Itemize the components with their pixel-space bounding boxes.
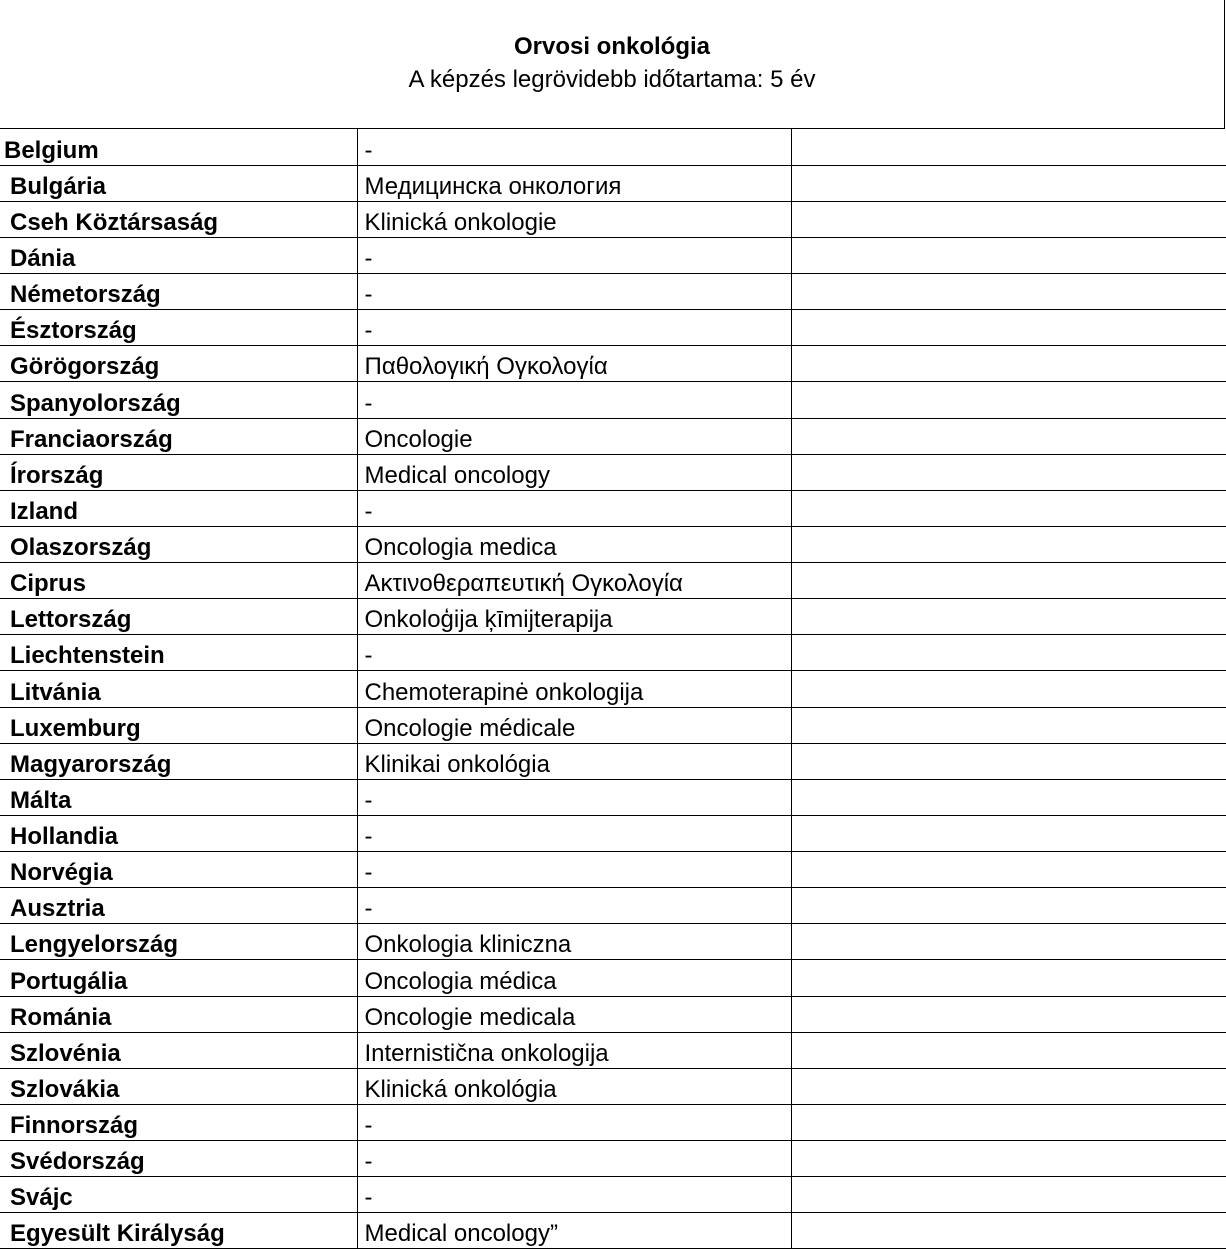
country-cell: Belgium [0,129,357,165]
table-row [0,165,1226,201]
country-cell: Hollandia [0,815,357,851]
table-row [0,779,1226,815]
specialty-name-cell: Medical oncology” [357,1213,791,1249]
table-row [0,743,1226,779]
empty-cell [791,996,1226,1032]
country-cell: Lettország [0,599,357,635]
empty-cell [791,382,1226,418]
country-cell: Szlovákia [0,1068,357,1104]
specialty-name-cell: - [357,815,791,851]
empty-cell [791,1177,1226,1213]
table-row [0,237,1226,273]
specialty-name-cell: - [357,310,791,346]
specialty-name-cell: Oncologia médica [357,960,791,996]
table-row [0,346,1226,382]
country-cell: Románia [0,996,357,1032]
specialty-name-cell: Παθολογική Ογκολογία [357,346,791,382]
empty-cell [791,779,1226,815]
country-cell: Spanyolország [0,382,357,418]
empty-cell [791,1068,1226,1104]
empty-cell [791,526,1226,562]
specialty-name-cell: Klinická onkológia [357,1068,791,1104]
country-cell: Cseh Köztársaság [0,201,357,237]
table-row [0,526,1226,562]
specialty-name-cell: - [357,1141,791,1177]
country-cell: Izland [0,490,357,526]
country-cell: Litvánia [0,671,357,707]
specialty-table [0,129,1226,1249]
country-cell: Norvégia [0,852,357,888]
empty-cell [791,924,1226,960]
empty-cell [791,490,1226,526]
specialty-name-cell: Internistična onkologija [357,1032,791,1068]
empty-cell [791,743,1226,779]
empty-cell [791,599,1226,635]
empty-cell [791,852,1226,888]
empty-cell [791,563,1226,599]
country-cell: Lengyelország [0,924,357,960]
specialty-name-cell: Медицинска онкология [357,165,791,201]
table-row [0,996,1226,1032]
table-row [0,1141,1226,1177]
specialty-name-cell: Oncologie médicale [357,707,791,743]
table-row [0,201,1226,237]
empty-cell [791,815,1226,851]
country-cell: Portugália [0,960,357,996]
page-subtitle: A képzés legrövidebb időtartama: 5 év [408,66,816,93]
table-row [0,490,1226,526]
table-row [0,563,1226,599]
empty-cell [791,237,1226,273]
country-cell: Írország [0,454,357,490]
specialty-name-cell: Ακτινοθεραπευτική Ογκολογία [357,563,791,599]
specialty-name-cell: - [357,1104,791,1140]
table-row [0,418,1226,454]
country-cell: Dánia [0,237,357,273]
specialty-name-cell: Oncologie [357,418,791,454]
table-row [0,1032,1226,1068]
empty-cell [791,1032,1226,1068]
empty-cell [791,671,1226,707]
country-cell: Olaszország [0,526,357,562]
country-cell: Luxemburg [0,707,357,743]
table-row [0,382,1226,418]
country-cell: Ausztria [0,888,357,924]
page-title: Orvosi onkológia [513,33,711,60]
country-cell: Görögország [0,346,357,382]
specialty-name-cell: - [357,129,791,165]
table-row [0,274,1226,310]
empty-cell [791,960,1226,996]
table-row [0,671,1226,707]
empty-cell [791,346,1226,382]
empty-cell [791,201,1226,237]
country-cell: Liechtenstein [0,635,357,671]
table-row [0,1177,1226,1213]
table-row [0,815,1226,851]
table-row [0,888,1226,924]
specialty-name-cell: Chemoterapinė onkologija [357,671,791,707]
table-body [0,129,1226,1249]
country-cell: Svájc [0,1177,357,1213]
country-cell: Egyesült Királyság [0,1213,357,1249]
specialty-name-cell: Medical oncology [357,454,791,490]
table-row [0,924,1226,960]
specialty-name-cell: Onkoloģija ķīmijterapija [357,599,791,635]
country-cell: Észtország [0,310,357,346]
country-cell: Svédország [0,1141,357,1177]
empty-cell [791,129,1226,165]
country-cell: Magyarország [0,743,357,779]
table-row [0,129,1226,165]
specialty-name-cell: - [357,779,791,815]
table-row [0,454,1226,490]
specialty-name-cell: Onkologia kliniczna [357,924,791,960]
table-row [0,310,1226,346]
specialty-name-cell: Klinikai onkológia [357,743,791,779]
empty-cell [791,1213,1226,1249]
specialty-name-cell: - [357,852,791,888]
specialty-name-cell: - [357,888,791,924]
country-cell: Franciaország [0,418,357,454]
empty-cell [791,1104,1226,1140]
empty-cell [791,165,1226,201]
empty-cell [791,707,1226,743]
country-cell: Ciprus [0,563,357,599]
table-row [0,1104,1226,1140]
country-cell: Bulgária [0,165,357,201]
empty-cell [791,310,1226,346]
table-row [0,599,1226,635]
specialty-name-cell: - [357,1177,791,1213]
country-cell: Németország [0,274,357,310]
empty-cell [791,888,1226,924]
table-header [0,0,1225,129]
specialty-name-cell: Oncologia medica [357,526,791,562]
specialty-name-cell: - [357,274,791,310]
table-row [0,1213,1226,1249]
table-row [0,960,1226,996]
country-cell: Málta [0,779,357,815]
country-cell: Finnország [0,1104,357,1140]
specialty-name-cell: - [357,237,791,273]
country-cell: Szlovénia [0,1032,357,1068]
table-row [0,1068,1226,1104]
empty-cell [791,454,1226,490]
empty-cell [791,418,1226,454]
specialty-name-cell: - [357,382,791,418]
specialty-name-cell: Klinická onkologie [357,201,791,237]
specialty-name-cell: - [357,490,791,526]
empty-cell [791,274,1226,310]
table-row [0,852,1226,888]
specialty-name-cell: Oncologie medicala [357,996,791,1032]
table-row [0,635,1226,671]
specialty-name-cell: - [357,635,791,671]
table-row [0,707,1226,743]
empty-cell [791,635,1226,671]
empty-cell [791,1141,1226,1177]
